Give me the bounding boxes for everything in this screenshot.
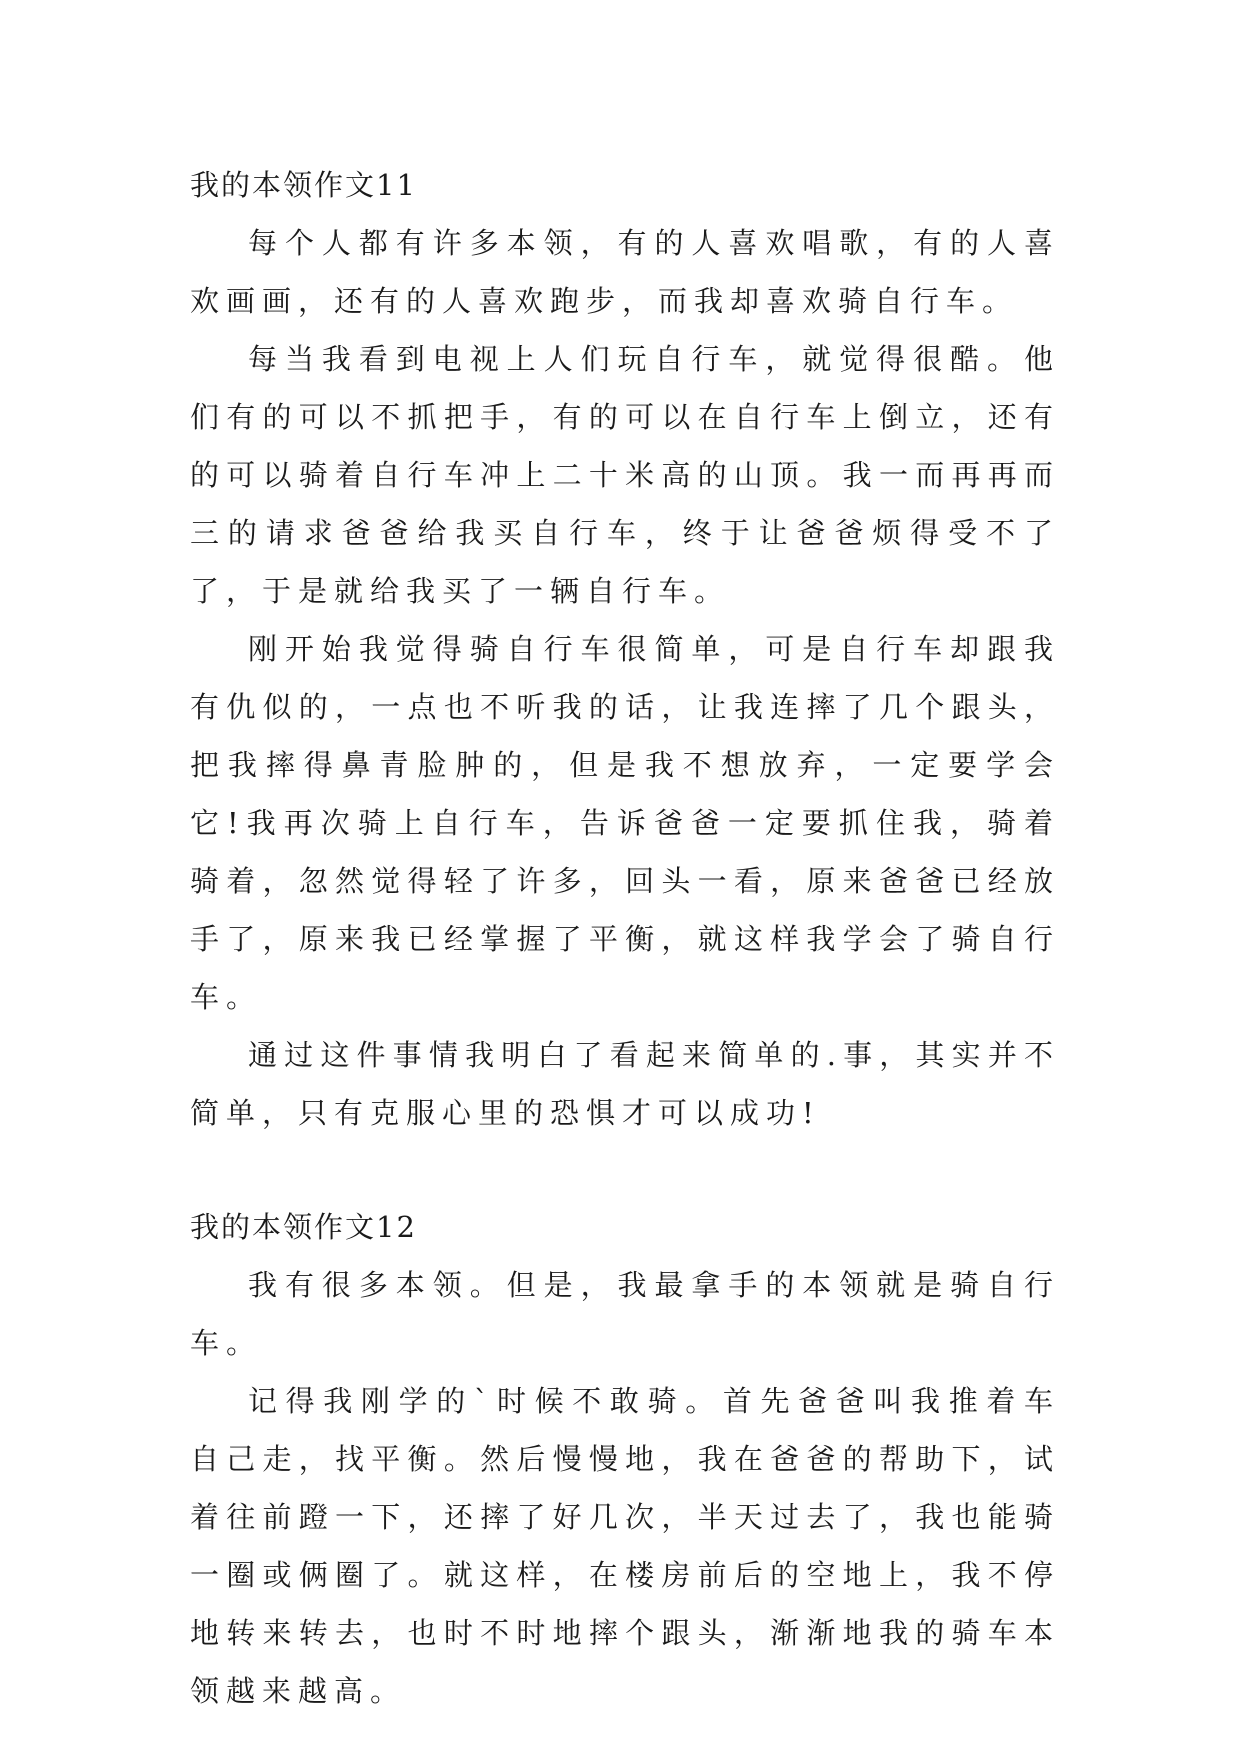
essay-title: 我的本领作文11 <box>190 168 417 202</box>
essay-paragraph: 通过这件事情我明白了看起来简单的.事，其实并不简单，只有克服心里的恐惧才可以成功! <box>190 1038 1060 1130</box>
essay-paragraph: 每个人都有许多本领，有的人喜欢唱歌，有的人喜欢画画，还有的人喜欢跑步，而我却喜欢骑自行车。 <box>190 226 1060 318</box>
essay-paragraph: 每当我看到电视上人们玩自行车，就觉得很酷。他们有的可以不抓把手，有的可以在自行车上倒立，还有的可以骑着自行车冲上二十米高的山顶。我一而再再而三的请求爸爸给我买自行车，终于让爸爸烦得受不了了，于是就给我买了一辆自行车。 <box>190 342 1060 608</box>
essay-title: 我的本领作文12 <box>190 1210 417 1244</box>
essay-paragraph: 我有很多本领。但是，我最拿手的本领就是骑自行车。 <box>190 1268 1060 1360</box>
essay-paragraph: 刚开始我觉得骑自行车很简单，可是自行车却跟我有仇似的，一点也不听我的话，让我连摔了几个跟头，把我摔得鼻青脸肿的，但是我不想放弃，一定要学会它!我再次骑上自行车，告诉爸爸一定要抓住我，骑着骑着，忽然觉得轻了许多，回头一看，原来爸爸已经放手了，原来我已经掌握了平衡，就这样我学会了骑自行车。 <box>190 632 1060 1014</box>
document-body <box>190 156 1060 1720</box>
essay-11 <box>190 156 1060 1142</box>
essay-12 <box>190 1198 1060 1720</box>
essay-paragraph: 记得我刚学的`时候不敢骑。首先爸爸叫我推着车自己走，找平衡。然后慢慢地，我在爸爸的帮助下，试着往前蹬一下，还摔了好几次，半天过去了，我也能骑一圈或俩圈了。就这样，在楼房前后的空地上，我不停地转来转去，也时不时地摔个跟头，渐渐地我的骑车本领越来越高。 <box>190 1384 1060 1708</box>
